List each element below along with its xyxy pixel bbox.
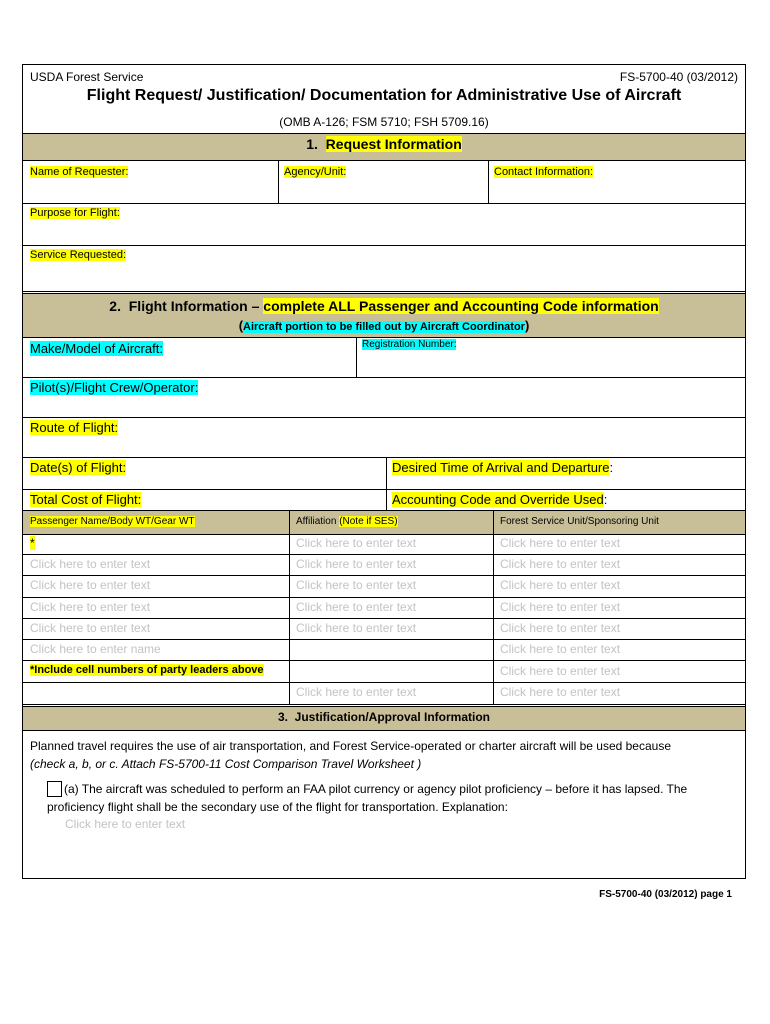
aircraft-coordinator-note: (Aircraft portion to be filled out by Aircraft Coordinator)	[238, 318, 530, 333]
sponsoring-unit-col-header: Forest Service Unit/Sponsoring Unit	[500, 516, 659, 527]
option-a-checkbox[interactable]	[47, 781, 62, 797]
service-label: Service Requested:	[30, 249, 126, 261]
party-leader-note: *Include cell numbers of party leaders above	[30, 664, 264, 676]
section3-title: 3. Justification/Approval Information	[277, 710, 491, 724]
sponsoring-unit-field[interactable]: Click here to enter text	[500, 536, 621, 550]
agency-unit-label: Agency/Unit:	[284, 166, 347, 178]
agency-name: USDA Forest Service	[30, 70, 144, 84]
affiliation-field[interactable]: Click here to enter text	[296, 685, 417, 699]
requester-name-label: Name of Requester:	[30, 166, 129, 178]
make-model-label: Make/Model of Aircraft:	[30, 341, 163, 356]
section2-title: 2. Flight Information – complete ALL Passenger and Accounting Code information	[109, 298, 659, 314]
passenger-field[interactable]: Click here to enter text	[30, 600, 151, 614]
affiliation-field[interactable]: Click here to enter text	[296, 600, 417, 614]
passenger-field[interactable]: Click here to enter text	[30, 578, 151, 592]
route-label: Route of Flight:	[30, 420, 119, 435]
registration-number-label: Registration Number:	[362, 339, 457, 350]
option-a-text-line1: (a) The aircraft was scheduled to perform an FAA pilot currency or agency pilot proficiency – before it has lapsed. The	[64, 782, 688, 796]
sponsoring-unit-field[interactable]: Click here to enter text	[500, 557, 621, 571]
justification-intro: Planned travel requires the use of air transportation, and Forest Service-operated or charter aircraft will be used because	[30, 739, 672, 753]
pilot-crew-label: Pilot(s)/Flight Crew/Operator:	[30, 380, 199, 395]
flight-request-form	[22, 64, 746, 879]
total-cost-label: Total Cost of Flight:	[30, 492, 142, 507]
sponsoring-unit-field[interactable]: Click here to enter text	[500, 664, 621, 678]
first-row-marker: *	[30, 536, 35, 550]
passenger-field[interactable]: Click here to enter text	[30, 621, 151, 635]
sponsoring-unit-field[interactable]: Click here to enter text	[500, 600, 621, 614]
form-number: FS-5700-40 (03/2012)	[619, 70, 738, 84]
affiliation-field[interactable]: Click here to enter text	[296, 557, 417, 571]
sponsoring-unit-field[interactable]: Click here to enter text	[500, 578, 621, 592]
section1-title: 1. Request Information	[306, 136, 462, 152]
party-leader-name-field[interactable]: Click here to enter name	[30, 642, 161, 656]
form-title: Flight Request/ Justification/ Documentation for Administrative Use of Aircraft	[86, 87, 682, 104]
form-references: (OMB A-126; FSM 5710; FSH 5709.16)	[279, 115, 489, 129]
page-footer: FS-5700-40 (03/2012) page 1	[599, 889, 732, 900]
passenger-col-header: Passenger Name/Body WT/Gear WT	[30, 516, 195, 527]
affiliation-col-header: Affiliation (Note if SES)	[296, 516, 398, 527]
option-a-text-line2: proficiency flight shall be the secondary use of the flight for transportation. Explanation:	[47, 800, 508, 814]
option-a-explanation-field[interactable]: Click here to enter text	[65, 817, 186, 831]
justification-instruction: (check a, b, or c. Attach FS-5700-11 Cost Comparison Travel Worksheet )	[30, 757, 422, 771]
sponsoring-unit-field[interactable]: Click here to enter text	[500, 642, 621, 656]
desired-time-label: Desired Time of Arrival and Departure:	[392, 460, 614, 475]
purpose-label: Purpose for Flight:	[30, 207, 120, 219]
contact-info-label: Contact Information:	[494, 166, 594, 178]
affiliation-field[interactable]: Click here to enter text	[296, 621, 417, 635]
affiliation-field[interactable]: Click here to enter text	[296, 578, 417, 592]
sponsoring-unit-field[interactable]: Click here to enter text	[500, 685, 621, 699]
dates-label: Date(s) of Flight:	[30, 460, 127, 475]
affiliation-field[interactable]: Click here to enter text	[296, 536, 417, 550]
passenger-field[interactable]: Click here to enter text	[30, 557, 151, 571]
sponsoring-unit-field[interactable]: Click here to enter text	[500, 621, 621, 635]
accounting-code-label: Accounting Code and Override Used:	[392, 492, 608, 507]
